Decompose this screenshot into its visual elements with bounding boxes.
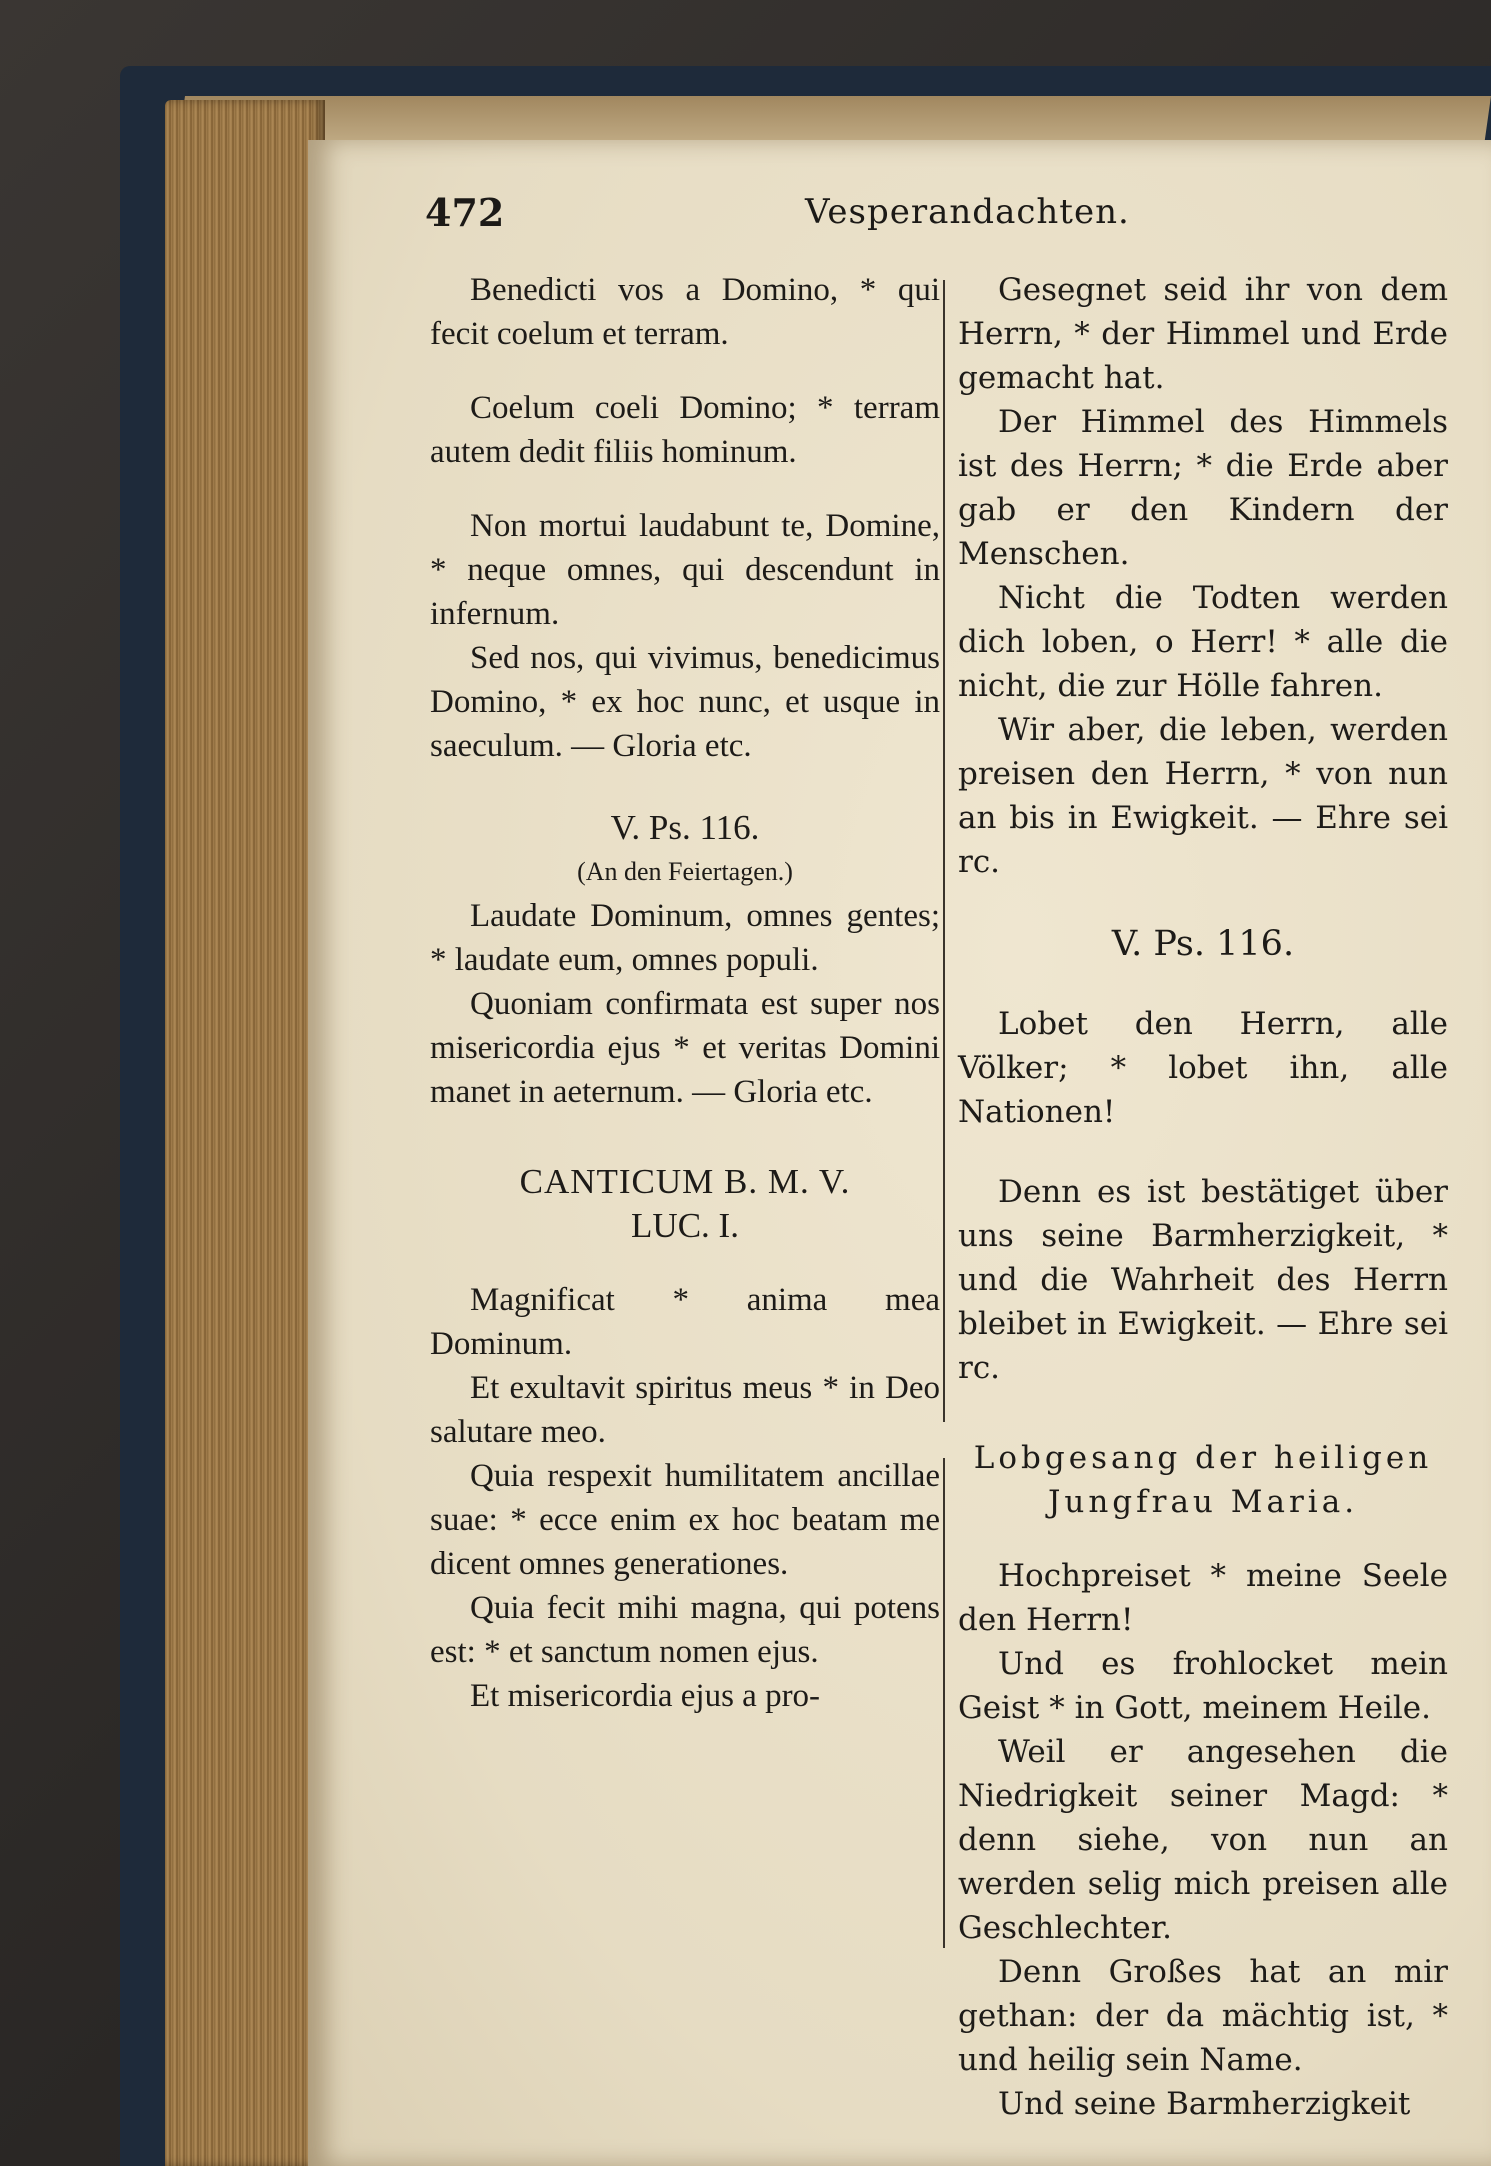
german-canticum-title: Lobgesang der heiligen (973, 1440, 1433, 1476)
german-verse: Und seine Barmherzigkeit (998, 2086, 1411, 2122)
latin-psalm-heading: V. Ps. 116. (610, 808, 760, 847)
latin-verse: Sed nos, qui vivimus, benedicimus Domino, * ex hoc nunc, et usque in saeculum. — Gloria etc. (430, 640, 940, 764)
latin-verse: Quia respexit humilitatem ancillae suae: * ecce enim ex hoc beatam me dicent omnes generationes. (430, 1458, 940, 1582)
german-verse: Und es frohlocket mein Geist * in Gott, meinem Heile. (958, 1646, 1448, 1726)
german-verse: Der Himmel des Himmels ist des Herrn; * die Erde aber gab er den Kindern der Menschen. (958, 404, 1448, 572)
german-verse: Weil er angesehen die Niedrigkeit seiner Magd: * denn siehe, von nun an werden selig mich preisen alle Geschlechter. (958, 1734, 1448, 1946)
column-divider-top (943, 280, 945, 1422)
latin-column (430, 268, 940, 1968)
german-verse: Denn Großes hat an mir gethan: der da mächtig ist, * und heilig sein Name. (958, 1954, 1448, 2078)
latin-canticum-subtitle: LUC. I. (631, 1206, 739, 1245)
page-header (425, 190, 1491, 240)
latin-canticum-title: CANTICUM B. M. V. (519, 1162, 851, 1201)
german-verse: Hochpreiset * meine Seele den Herrn! (958, 1558, 1448, 1638)
latin-verse: Et misericordia ejus a pro- (470, 1678, 821, 1714)
german-verse: Wir aber, die leben, werden preisen den Herrn, * von nun an bis in Ewigkeit. — Ehre sei rc. (958, 712, 1448, 880)
latin-verse: Coelum coeli Domino; * terram autem dedit filiis hominum. (430, 390, 940, 470)
latin-verse: Benedicti vos a Domino, * qui fecit coelum et terram. (430, 272, 940, 352)
latin-verse: Quia fecit mihi magna, qui potens est: * et sanctum nomen ejus. (430, 1590, 940, 1670)
latin-verse: Quoniam confirmata est super nos misericordia ejus * et veritas Domini manet in aeternum. — Gloria etc. (430, 986, 940, 1110)
german-verse: Nicht die Todten werden dich loben, o Herr! * alle die nicht, die zur Hölle fahren. (958, 580, 1448, 704)
running-head: Vesperandachten. (805, 192, 1130, 232)
latin-subheading: (An den Feiertagen.) (577, 857, 793, 886)
latin-verse: Magnificat * anima mea Dominum. (430, 1282, 940, 1362)
latin-verse: Et exultavit spiritus meus * in Deo salutare meo. (430, 1370, 940, 1450)
german-canticum-subtitle: Jungfrau Maria. (1047, 1484, 1359, 1520)
german-verse: Lobet den Herrn, alle Völker; * lobet ihn, alle Nationen! (958, 1006, 1448, 1130)
german-column (958, 268, 1448, 2122)
german-verse: Denn es ist bestätiget über uns seine Barmherzigkeit, * und die Wahrheit des Herrn bleibet in Ewigkeit. — Ehre sei rc. (958, 1174, 1448, 1386)
page-number: 472 (425, 190, 505, 235)
column-divider-bottom (943, 1458, 945, 1948)
latin-verse: Laudate Dominum, omnes gentes; * laudate eum, omnes populi. (430, 898, 940, 978)
page-stack-edge (165, 100, 325, 2166)
latin-verse: Non mortui laudabunt te, Domine, * neque omnes, qui descendunt in infernum. (430, 508, 940, 632)
german-psalm-heading: V. Ps. 116. (1111, 924, 1295, 964)
german-verse: Gesegnet seid ihr von dem Herrn, * der Himmel und Erde gemacht hat. (958, 272, 1448, 396)
